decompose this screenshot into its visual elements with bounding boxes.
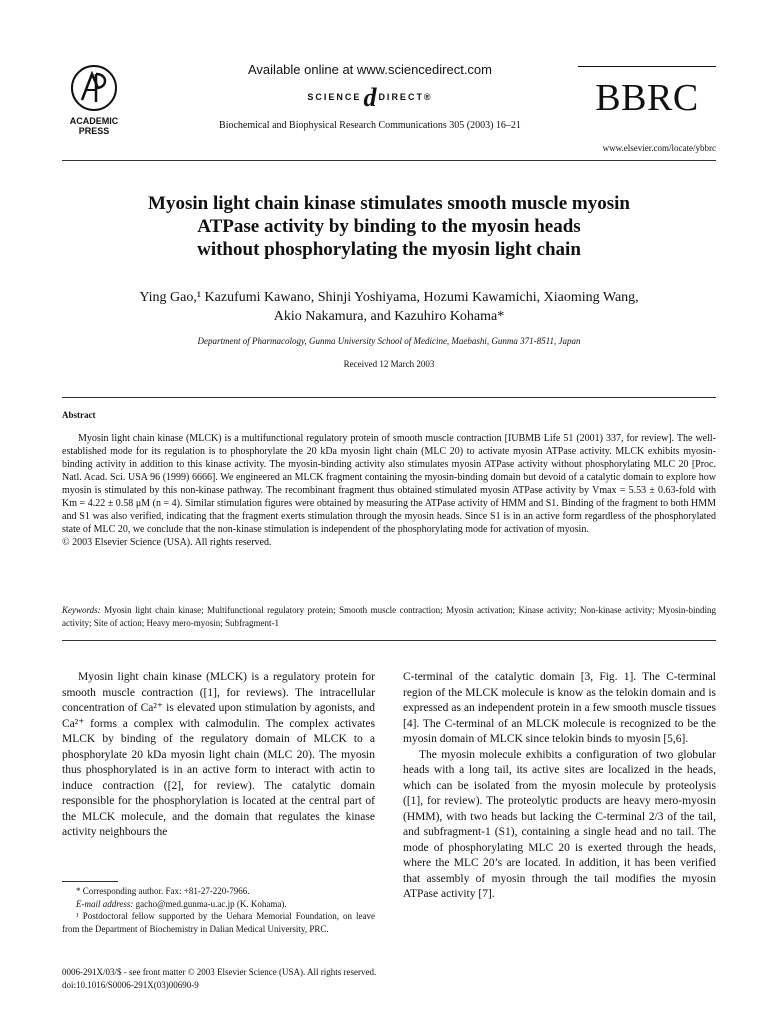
bbrc-rule <box>578 66 716 67</box>
keywords <box>62 604 716 630</box>
abstract-heading: Abstract <box>62 410 96 420</box>
publisher-logo <box>62 62 126 136</box>
keywords-list: Myosin light chain kinase; Multifunctional regulatory protein; Smooth muscle contraction; Myosin activation; Kinase activity; Non-kinase activity; Myosin-binding activity; Site of action; Heavy mero-myosin; Subfragment-1 <box>62 605 716 628</box>
journal-citation: Biochemical and Biophysical Research Communications 305 (2003) 16–21 <box>219 120 521 131</box>
issn-line: 0006-291X/03/$ - see front matter © 2003 Elsevier Science (USA). All rights reserved. <box>62 967 377 977</box>
journal-abbrev: BBRC <box>595 77 699 119</box>
abstract-top-divider <box>62 397 716 398</box>
email-note: E-mail address: gacho@med.gunma-u.ac.jp (K. Kohama). <box>76 898 287 909</box>
publisher-name: ACADEMIC PRESS <box>69 116 119 136</box>
sciencedirect-d-icon: d <box>363 82 377 112</box>
affiliation: Department of Pharmacology, Gunma University School of Medicine, Maebashi, Gunma 371-8511, Japan <box>197 336 581 346</box>
abstract-copyright: © 2003 Elsevier Science (USA). All rights reserved. <box>62 537 272 548</box>
body-paragraph: Myosin light chain kinase (MLCK) is a regulatory protein for smooth muscle contraction ([1], for reviews). The intracellular concentration of Ca²⁺ is elevated upon stimulation by agonists, and Ca²⁺ forms a complex with calmodulin. The complex activates MLCK by binding of the regulatory domain of MLCK to a phosphorylate 20 kDa myosin light chain (MLC 20). The myosin thus phosphorylated is in an active form to interact with actin to induce contraction ([2], for review). The catalytic domain responsible for the phosphorylation is located at the central part of the MLCK molecule, and the domain that regulates the kinase activity neighbours the <box>62 671 375 838</box>
received-date: Received 12 March 2003 <box>343 359 435 369</box>
academic-press-logo-icon <box>68 62 120 114</box>
front-matter-info <box>62 966 716 992</box>
body-column-right <box>403 670 716 903</box>
body-paragraph: The myosin molecule exhibits a configuration of two globular heads with a long tail, its active sites are localized in the heads, which can be isolated from the myosin molecule by proteolysis ([1], for review). The proteolytic products are heavy mero-myosin (HMM), with two heads but lacking the C-terminal 2/3 of the tail, and subfragment-1 (S1), containing a single head and no tail. The mode of phosphorylating MLC 20 is exerted through the heads, where the MLC 20’s are located. In addition, it has been verified that assembly of myosin through the tail modifies the myosin ATPase activity [7]. <box>403 748 716 900</box>
footnotes <box>62 885 375 935</box>
keywords-label: Keywords: <box>62 605 101 615</box>
doi-line[interactable]: doi:10.1016/S0006-291X(03)00690-9 <box>62 980 199 990</box>
sciencedirect-logo: SCIENCEd DIRECT® <box>307 82 433 112</box>
footnote-rule <box>62 881 118 882</box>
header-divider <box>62 160 716 161</box>
keywords-divider <box>62 640 716 641</box>
postdoc-note: ¹ Postdoctoral fellow supported by the Uehara Memorial Foundation, on leave from the Department of Biochemistry in Dalian Medical University, PRC. <box>62 911 375 934</box>
body-column-left <box>62 670 375 841</box>
email-link[interactable]: gacho@med.gunma-u.ac.jp (K. Kohama). <box>135 898 287 909</box>
abstract-text: Myosin light chain kinase (MLCK) is a multifunctional regulatory protein of smooth muscle contraction [IUBMB Life 51 (2001) 337, for review]. The well-established mode for its regulation is to phosphorylate the 20 kDa myosin light chain (MLC 20) to activate myosin ATPase activity. MLCK exhibits myosin-binding activity in addition to this kinase activity. The myosin-binding activity also stimulates myosin ATPase activity without phosphorylating MLC 20 [Proc. Natl. Acad. Sci. USA 96 (1999) 6666]. We engineered an MLCK fragment containing the myosin-binding domain but devoid of a catalytic domain to explore how myosin is stimulated by this non-kinase pathway. The recombinant fragment thus obtained stimulated myosin ATPase activity by Vmax = 5.53 ± 0.63-fold with Km = 4.22 ± 0.58 μM (n = 4). Similar stimulation figures were obtained by measuring the ATPase activity of HMM and S1. Binding of the fragment to both HMM and S1 was also verified, indicating that the fragment exerts stimulation through the myosin heads. Since S1 is in an active form regardless of the phosphorylated state of MLC 20, we conclude that the non-kinase stimulation is independent of the phosphorylating mode for activation of myosin. <box>62 433 716 535</box>
article-title: Myosin light chain kinase stimulates smooth muscle myosin ATPase activity by binding to the myosin heads without phosphorylating the myosin light chain <box>148 193 630 260</box>
corresponding-author-note: * Corresponding author. Fax: +81-27-220-7966. <box>76 886 250 896</box>
body-paragraph: C-terminal of the catalytic domain [3, Fig. 1]. The C-terminal region of the MLCK molecule is know as the telokin domain and is expressed as an independent protein in a few smooth muscle tissues [4]. The C-terminal of an MLCK molecule is recognized to be the myosin domain of MLCK since telokin binds to myosin [5,6]. <box>403 671 716 745</box>
abstract-body <box>62 432 716 549</box>
author-list: Ying Gao,¹ Kazufumi Kawano, Shinji Yoshiyama, Hozumi Kawamichi, Xiaoming Wang, Akio Nakamura, and Kazuhiro Kohama* <box>139 290 639 324</box>
available-online-text: Available online at www.sciencedirect.com <box>248 62 492 77</box>
journal-header <box>190 62 550 131</box>
journal-url-link[interactable]: www.elsevier.com/locate/ybbrc <box>602 143 716 153</box>
